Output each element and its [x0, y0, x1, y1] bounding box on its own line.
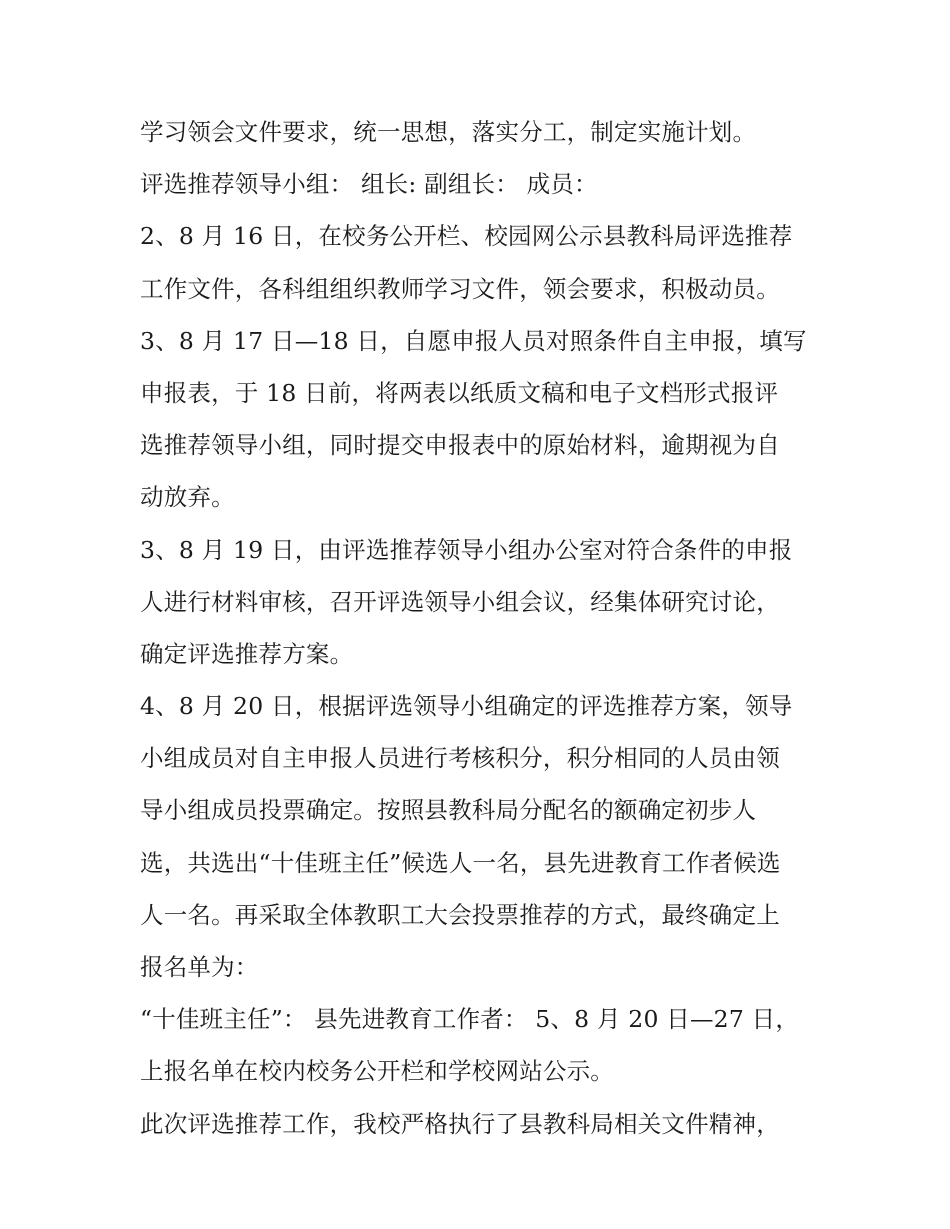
- text-line: 此次评选推荐工作，我校严格执行了县教科局相关文件精神，: [140, 1109, 780, 1138]
- text-line: 评选推荐领导小组： 组长: 副组长： 成员：: [140, 170, 598, 199]
- text-line: 学习领会文件要求，统一思想，落实分工，制定实施计划。: [140, 118, 757, 146]
- text-line: 3、8 月 17 日—18 日，自愿申报人员对照条件自主申报，填写: [140, 326, 807, 355]
- text-line: 2、8 月 16 日，在校务公开栏、校园网公示县教科局评选推荐: [140, 222, 793, 251]
- text-line: 选推荐领导小组，同时提交申报表中的原始材料，逾期视为自: [140, 431, 780, 460]
- text-line: 动放弃。: [140, 483, 235, 512]
- text-line: 上报名单在校内校务公开栏和学校网站公示。: [140, 1057, 614, 1086]
- text-line: “十佳班主任”： 县先进教育工作者： 5、8 月 20 日—27 日，: [140, 1005, 800, 1034]
- text-line: 4、8 月 20 日，根据评选领导小组确定的评选推荐方案，领导: [140, 692, 793, 721]
- text-line: 工作文件，各科组组织教师学习文件，领会要求，积极动员。: [140, 274, 780, 303]
- document-body: [140, 106, 830, 1150]
- text-line: 小组成员对自主申报人员进行考核积分，积分相同的人员由领: [140, 744, 780, 773]
- text-line: 报名单为：: [140, 953, 259, 981]
- text-line: 选，共选出“十佳班主任”候选人一名，县先进教育工作者候选: [140, 848, 781, 877]
- text-line: 3、8 月 19 日，由评选推荐领导小组办公室对符合条件的申报: [140, 535, 793, 564]
- text-line: 确定评选推荐方案。: [140, 639, 354, 668]
- text-line: 人进行材料审核，召开评选领导小组会议，经集体研究讨论，: [140, 587, 780, 616]
- text-line: 人一名。再采取全体教职工大会投票推荐的方式，最终确定上: [140, 900, 780, 929]
- text-line: 导小组成员投票确定。按照县教科局分配名的额确定初步人: [140, 796, 757, 825]
- text-line: 申报表，于 18 日前，将两表以纸质文稿和电子文档形式报评: [140, 378, 779, 407]
